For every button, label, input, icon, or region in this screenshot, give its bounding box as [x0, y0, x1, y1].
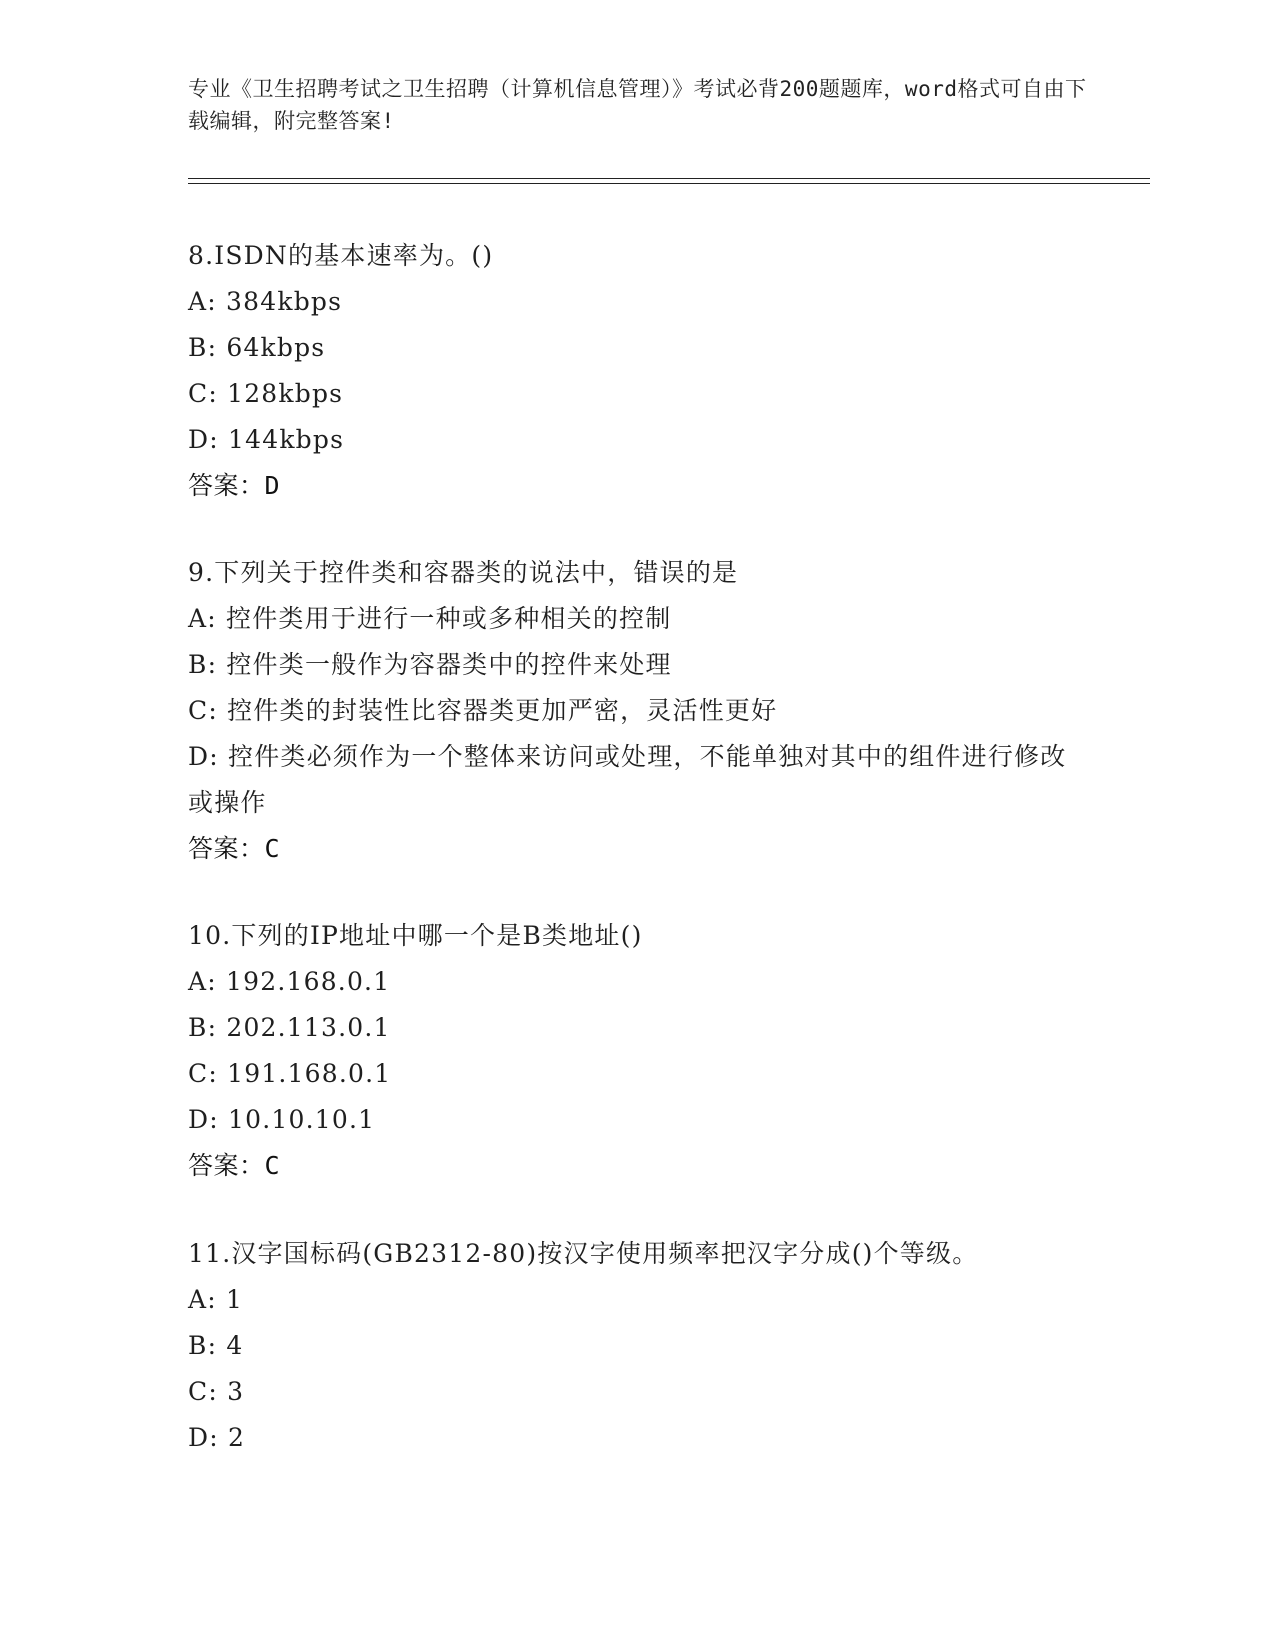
question-block	[188, 913, 1088, 1189]
option-d: D: 10.10.10.1	[188, 1105, 376, 1134]
document-header-text: 专业《卫生招聘考试之卫生招聘（计算机信息管理）》考试必背200题题库，word格式可自由下载编辑，附完整答案!	[188, 77, 1087, 133]
option-c: C: 3	[188, 1377, 245, 1406]
option-d: D: 控件类必须作为一个整体来访问或处理，不能单独对其中的组件进行修改或操作	[188, 742, 1067, 817]
option-b: B: 202.113.0.1	[188, 1013, 391, 1042]
answer-line: 答案：D	[188, 471, 281, 500]
option-b: B: 64kbps	[188, 333, 326, 362]
header-divider-top	[188, 178, 1150, 179]
option-d: D: 2	[188, 1423, 246, 1452]
question-stem: 11.汉字国标码(GB2312-80)按汉字使用频率把汉字分成()个等级。	[188, 1239, 979, 1268]
option-c: C: 191.168.0.1	[188, 1059, 392, 1088]
answer-line: 答案：C	[188, 834, 281, 863]
option-a: A: 384kbps	[188, 287, 343, 316]
option-d: D: 144kbps	[188, 425, 345, 454]
question-block	[188, 550, 1088, 872]
option-a: A: 192.168.0.1	[188, 967, 391, 996]
answer-line: 答案：C	[188, 1151, 281, 1180]
option-c: C: 128kbps	[188, 379, 344, 408]
question-block	[188, 233, 1088, 509]
header-divider-bottom	[188, 183, 1150, 184]
option-c: C: 控件类的封装性比容器类更加严密，灵活性更好	[188, 696, 778, 725]
option-a: A: 控件类用于进行一种或多种相关的控制	[188, 604, 672, 633]
option-a: A: 1	[188, 1285, 244, 1314]
question-stem: 9.下列关于控件类和容器类的说法中，错误的是	[188, 558, 739, 587]
question-stem: 10.下列的IP地址中哪一个是B类地址()	[188, 921, 643, 950]
option-b: B: 控件类一般作为容器类中的控件来处理	[188, 650, 672, 679]
option-b: B: 4	[188, 1331, 244, 1360]
question-block	[188, 1231, 1088, 1461]
question-stem: 8.ISDN的基本速率为。()	[188, 241, 494, 270]
